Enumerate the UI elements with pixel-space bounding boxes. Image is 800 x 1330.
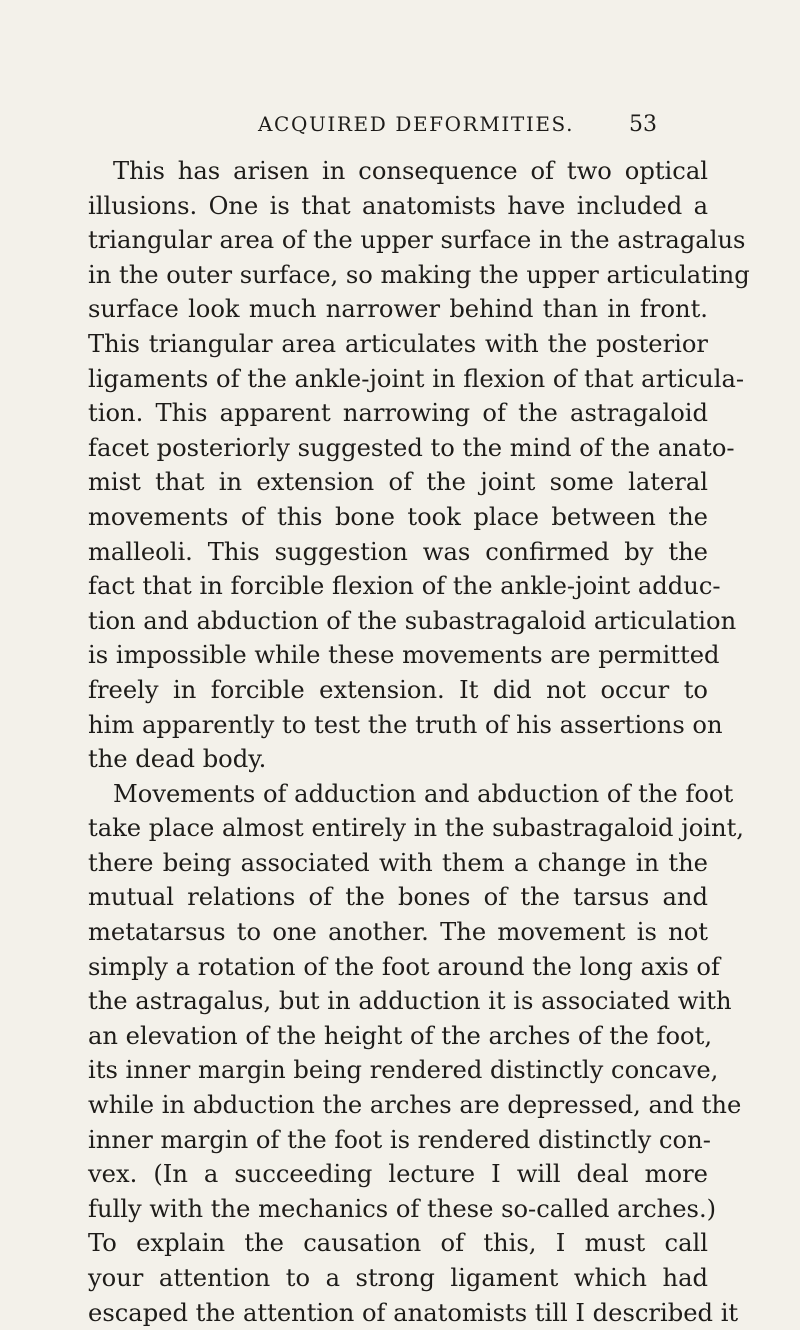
text-line: him apparently to test the truth of his assertions on bbox=[88, 710, 723, 739]
text-line: To explain the causation of this, I must call bbox=[88, 1229, 708, 1258]
text-line: escaped the attention of anatomists till I described it bbox=[88, 1298, 739, 1327]
body-text bbox=[88, 154, 750, 1330]
text-line: tion and abduction of the subastragaloid articulation bbox=[88, 606, 737, 635]
text-line: its inner margin being rendered distinctly concave, bbox=[88, 1056, 719, 1085]
text-line: there being associated with them a change in the bbox=[88, 848, 708, 877]
text-line: inner margin of the foot is rendered distinctly con- bbox=[88, 1125, 711, 1154]
text-line: movements of this bone took place between the bbox=[88, 502, 708, 531]
text-line: simply a rotation of the foot around the long axis of bbox=[88, 952, 720, 981]
running-title: ACQUIRED DEFORMITIES. bbox=[258, 112, 575, 136]
text-line: take place almost entirely in the subastragaloid joint, bbox=[88, 814, 744, 843]
text-line: metatarsus to one another. The movement is not bbox=[88, 918, 708, 947]
text-line: while in abduction the arches are depressed, and the bbox=[88, 1091, 742, 1120]
page-number: 53 bbox=[629, 112, 657, 137]
text-line: fact that in forcible flexion of the ankle-joint adduc- bbox=[88, 572, 721, 601]
text-line: your attention to a strong ligament which had bbox=[88, 1264, 708, 1292]
text-line: malleoli. This suggestion was confirmed by the bbox=[88, 537, 708, 566]
text-line: the astragalus, but in adduction it is associated with bbox=[88, 987, 732, 1016]
text-line: vex. (In a succeeding lecture I will deal more bbox=[88, 1160, 708, 1189]
text-line: fully with the mechanics of these so-called arches.) bbox=[88, 1194, 717, 1223]
text-line: mutual relations of the bones of the tarsus and bbox=[88, 883, 708, 912]
text-line: illusions. One is that anatomists have included a bbox=[88, 191, 708, 220]
text-line: mist that in extension of the joint some lateral bbox=[88, 468, 708, 497]
text-line: This triangular area articulates with the posterior bbox=[88, 329, 708, 358]
text-line: ligaments of the ankle-joint in flexion of that articula- bbox=[88, 364, 745, 393]
running-head bbox=[0, 112, 800, 142]
text-line: an elevation of the height of the arches of the foot, bbox=[88, 1021, 713, 1050]
text-line: is impossible while these movements are permitted bbox=[88, 641, 720, 670]
text-line: the dead body. bbox=[88, 745, 267, 774]
text-line: surface look much narrower behind than in front. bbox=[88, 295, 708, 324]
text-line: tion. This apparent narrowing of the astragaloid bbox=[88, 399, 708, 428]
text-line: This has arisen in consequence of two optical bbox=[113, 157, 708, 185]
text-line: freely in forcible extension. It did not occur to bbox=[88, 675, 708, 704]
text-line: triangular area of the upper surface in the astragalus bbox=[88, 226, 746, 255]
text-line: facet posteriorly suggested to the mind of the anato- bbox=[88, 433, 735, 462]
text-line: in the outer surface, so making the upper articulating bbox=[88, 260, 750, 289]
text-line: Movements of adduction and abduction of the foot bbox=[113, 779, 734, 808]
